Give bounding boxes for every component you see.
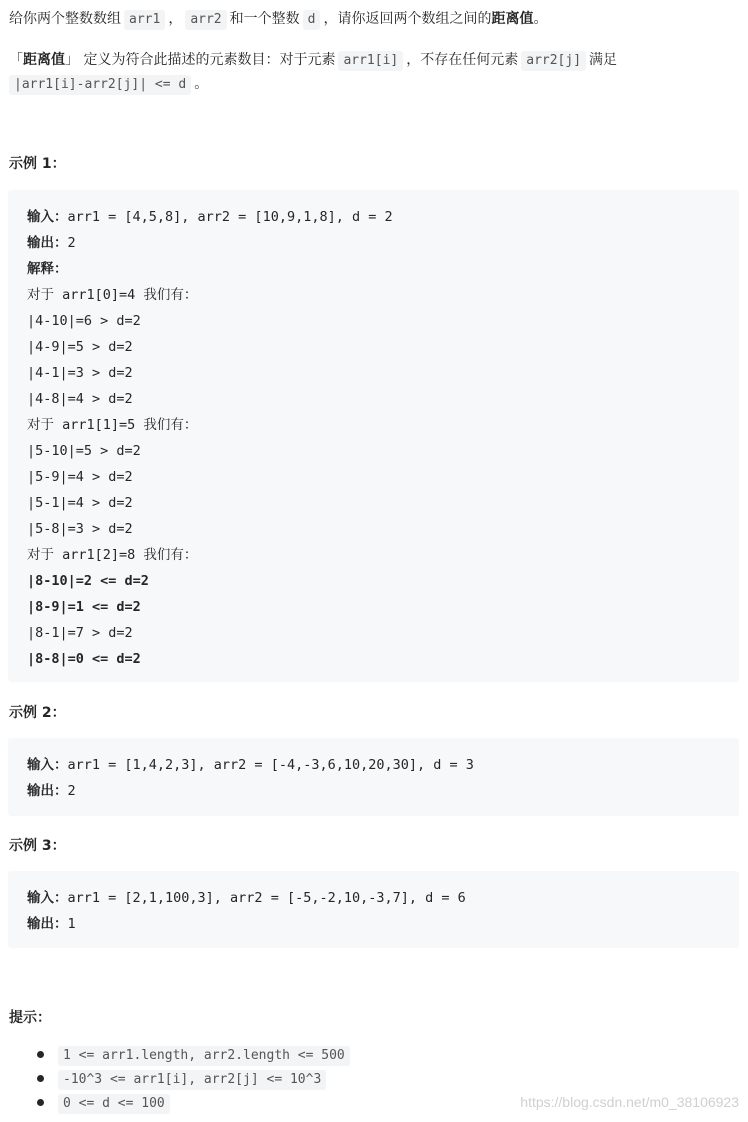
input-value: arr1 = [4,5,8], arr2 = [10,9,1,8], d = 2 — [67, 209, 393, 225]
explain-detail: |5-10|=5 > d=2 — [27, 443, 141, 459]
watermark: https://blog.csdn.net/m0_38106923 — [520, 1094, 739, 1110]
inline-code: 0 <= d <= 100 — [58, 1094, 170, 1114]
input-label: 输入： — [27, 209, 68, 225]
example-2-codebox — [8, 738, 739, 816]
inline-code: -10^3 <= arr1[i], arr2[j] <= 10^3 — [58, 1070, 326, 1090]
explain-detail: |4-9|=5 > d=2 — [27, 339, 133, 355]
inline-code: arr2[j] — [521, 51, 586, 71]
input-line — [27, 885, 739, 911]
input-value: arr1 = [1,4,2,3], arr2 = [-4,-3,6,10,20,30], d = 3 — [67, 757, 474, 773]
explain-detail: |8-1|=7 > d=2 — [27, 625, 133, 641]
inline-code: |arr1[i]-arr2[j]| <= d — [9, 75, 191, 95]
explain-detail: |5-9|=4 > d=2 — [27, 469, 133, 485]
list-item — [40, 1067, 353, 1091]
output-label: 输出： — [27, 783, 68, 799]
bold-term: 距离值 — [23, 52, 65, 68]
explain-detail: |5-8|=3 > d=2 — [27, 521, 133, 537]
intro-paragraph-1 — [9, 7, 736, 31]
explain-detail: 对于 arr1[2]=8 我们有： — [27, 547, 198, 563]
output-line — [27, 778, 739, 804]
example-1-title: 示例 1： — [9, 156, 66, 172]
intro-text: ，请你返回两个数组之间的 — [323, 11, 492, 27]
explain-line — [27, 256, 739, 282]
intro-paragraph-2 — [9, 48, 736, 96]
bullet-icon — [37, 1099, 44, 1106]
output-value: 2 — [67, 235, 76, 251]
output-line — [27, 911, 739, 937]
intro-text: ， — [168, 11, 183, 27]
example-2-title: 示例 2： — [9, 705, 66, 721]
tips-title: 提示： — [9, 1010, 51, 1026]
input-line — [27, 752, 739, 778]
inline-code: arr1[i] — [338, 51, 403, 71]
intro-text: 满足 — [589, 52, 618, 68]
bullet-icon — [37, 1075, 44, 1082]
output-line — [27, 230, 739, 256]
output-label: 输出： — [27, 235, 68, 251]
example-3-title: 示例 3： — [9, 838, 66, 854]
intro-text: 和一个整数 — [229, 11, 300, 27]
inline-code: arr2 — [185, 10, 226, 30]
list-item — [40, 1043, 353, 1067]
explain-detail: 对于 arr1[1]=5 我们有： — [27, 417, 198, 433]
intro-text: 。 — [533, 11, 548, 27]
bold-term: 距离值 — [491, 11, 534, 27]
input-line — [27, 204, 739, 230]
explain-detail-bold: |8-8|=0 <= d=2 — [27, 651, 141, 667]
tips-list — [40, 1043, 353, 1115]
explain-detail: 对于 arr1[0]=4 我们有： — [27, 287, 198, 303]
explain-detail: |4-1|=3 > d=2 — [27, 365, 133, 381]
example-1-codebox — [8, 190, 739, 682]
bullet-icon — [37, 1051, 44, 1058]
inline-code: arr1 — [124, 10, 165, 30]
example-3-codebox — [8, 871, 739, 948]
input-label: 输入： — [27, 890, 68, 906]
explain-detail: |4-8|=4 > d=2 — [27, 391, 133, 407]
explain-label: 解释： — [27, 261, 68, 277]
output-label: 输出： — [27, 916, 68, 932]
list-item — [40, 1091, 353, 1115]
output-value: 2 — [67, 783, 76, 799]
intro-text: ，不存在任何元素 — [406, 52, 519, 68]
inline-code: d — [303, 10, 321, 30]
intro-text: 」 定义为符合此描述的元素数目：对于元素 — [65, 52, 336, 68]
output-value: 1 — [67, 916, 76, 932]
intro-text: 给你两个整数数组 — [9, 11, 121, 27]
input-value: arr1 = [2,1,100,3], arr2 = [-5,-2,10,-3,7], d = 6 — [67, 890, 466, 906]
input-label: 输入： — [27, 757, 68, 773]
intro-text: 「 — [9, 52, 23, 68]
explain-detail-bold: |8-9|=1 <= d=2 — [27, 599, 141, 615]
intro-text: 。 — [194, 76, 209, 92]
inline-code: 1 <= arr1.length, arr2.length <= 500 — [58, 1046, 350, 1066]
explain-detail: |4-10|=6 > d=2 — [27, 313, 141, 329]
explain-detail-bold: |8-10|=2 <= d=2 — [27, 573, 149, 589]
explain-detail: |5-1|=4 > d=2 — [27, 495, 133, 511]
